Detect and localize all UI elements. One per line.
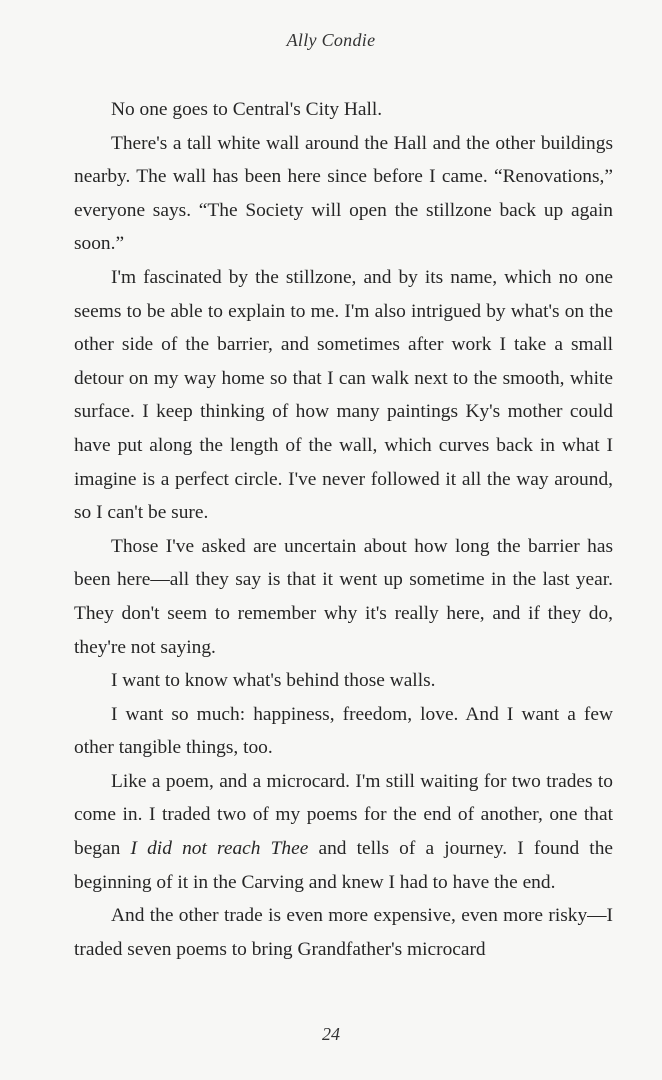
poem-title-italic: I did not reach Thee xyxy=(130,838,309,860)
paragraph-7-lead: Like a poem, and a microcard. I'm still waiting for two trades to come in. I traded two of my poems for the end of another, one that began xyxy=(74,770,613,860)
paragraph-2: There's a tall white wall around the Hall and the other buildings nearby. The wall has been here since before I came. “Renovations,” everyone says. “The Society will open the stillzone back up again soon.” xyxy=(74,132,613,255)
paragraph-3: I'm fascinated by the stillzone, and by its name, which no one seems to be able to explain to me. I'm also intrigued by what's on the other side of the barrier, and sometimes after work I take a small detour on my way home so that I can walk next to the smooth, white surface. I keep thinking of how many paintings Ky's mother could have put along the length of the wall, which curves back in what I imagine is a perfect circle. I've never followed it all the way around, so I can't be sure. xyxy=(74,266,613,524)
paragraph-6: I want so much: happiness, freedom, love. And I want a few other tangible things, too. xyxy=(74,703,613,759)
paragraph-7-tail: and tells of a journey. I found the beginning of it in the Carving and knew I had to have the end. xyxy=(74,838,614,893)
paragraph-1: No one goes to Central's City Hall. xyxy=(111,99,383,120)
paragraph-5: I want to know what's behind those walls. xyxy=(111,670,436,692)
paragraph-4: Those I've asked are uncertain about how long the barrier has been here—all they say is that it went up sometime in the last year. They don't seem to remember why it's really here, and if they do, they're not saying. xyxy=(74,535,613,658)
running-head: Ally Condie xyxy=(286,30,376,50)
body-text xyxy=(74,93,613,966)
page-number: 24 xyxy=(322,1024,340,1044)
paragraph-7 xyxy=(74,765,613,899)
paragraph-8: And the other trade is even more expensive, even more risky—I traded seven poems to bring Grandfather's microcard xyxy=(74,905,613,960)
